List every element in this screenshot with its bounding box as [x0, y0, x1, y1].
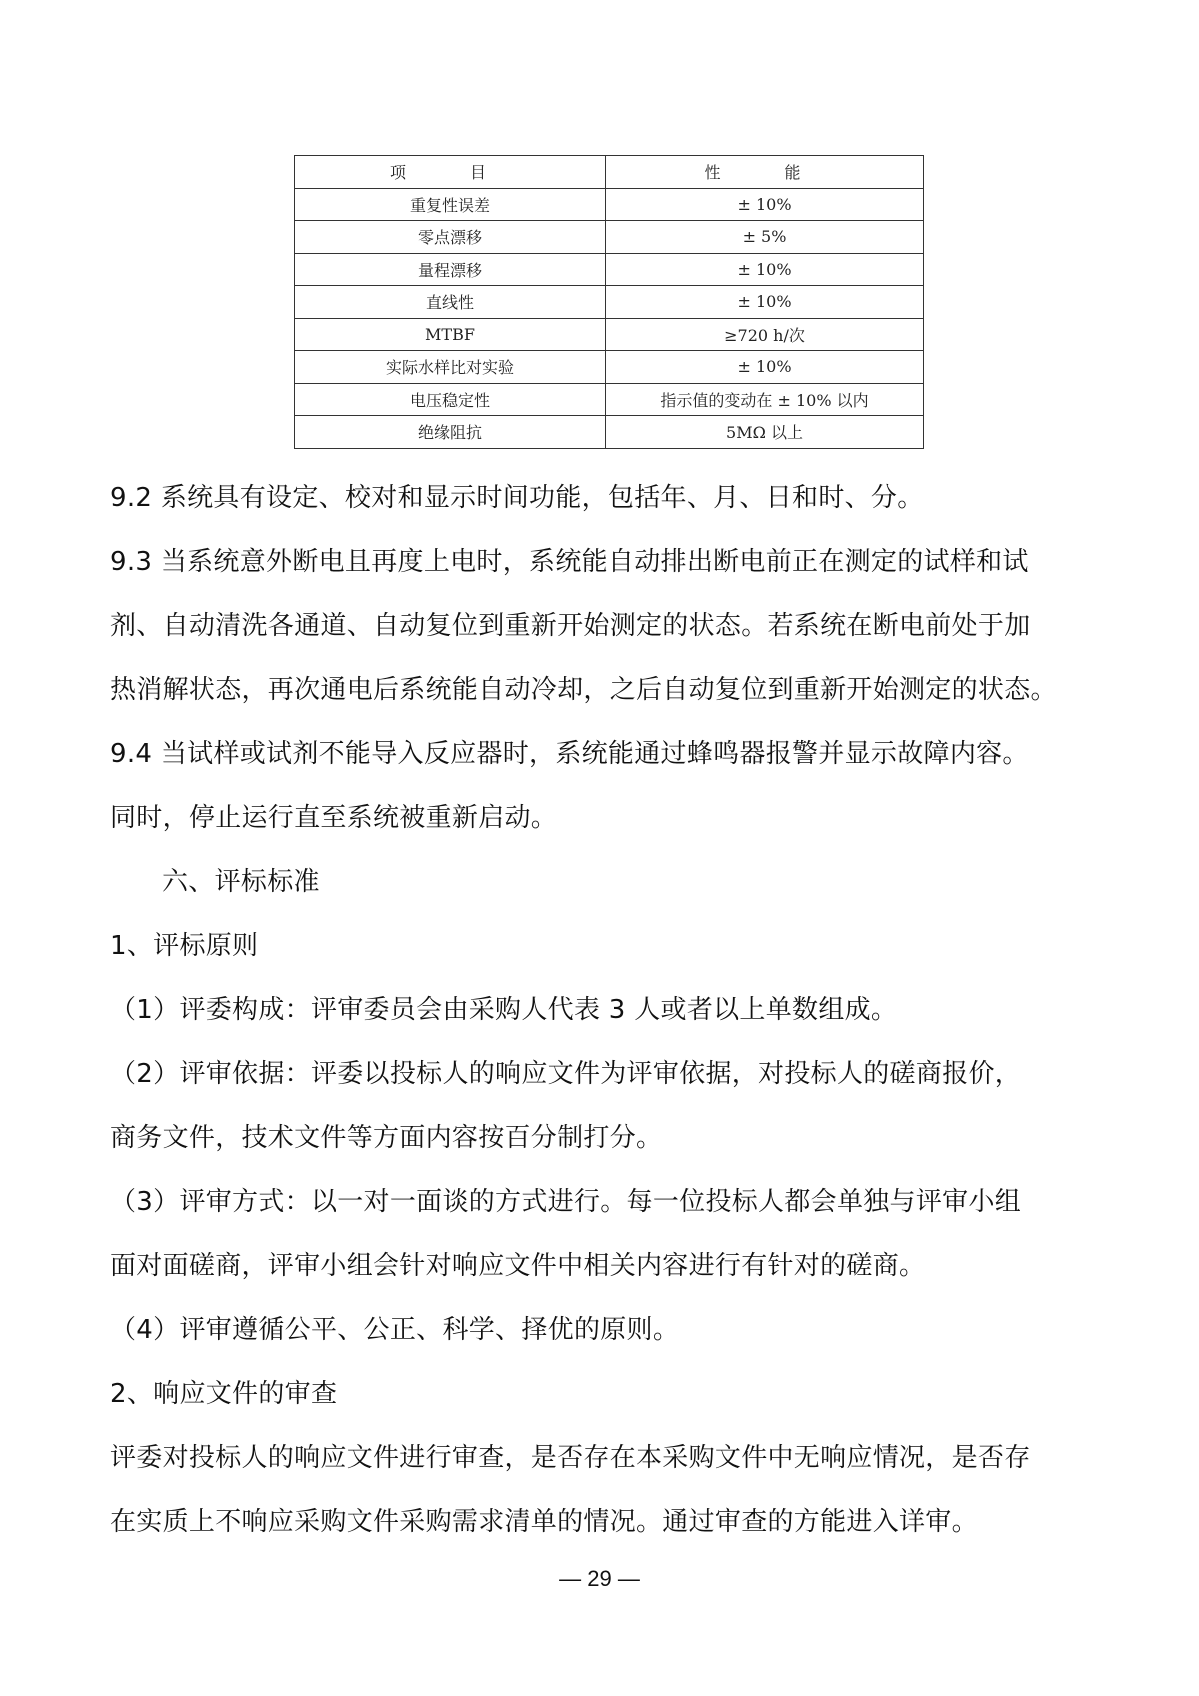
- value-cell: ≥720 h/次: [606, 318, 924, 351]
- item-cell: 零点漂移: [295, 221, 606, 254]
- item-cell: 直线性: [295, 286, 606, 319]
- subsection-heading-1: 1、评标原则: [110, 931, 259, 961]
- principle-1: （1）评委构成：评审委员会由采购人代表 3 人或者以上单数组成。: [110, 995, 898, 1025]
- value-cell: ± 10%: [606, 253, 924, 286]
- clause-9-3-line-3: 热消解状态，再次通电后系统能自动冷却，之后自动复位到重新开始测定的状态。: [110, 675, 1057, 705]
- clause-9-2: 9.2 系统具有设定、校对和显示时间功能，包括年、月、日和时、分。: [110, 483, 924, 513]
- value-cell: ± 10%: [606, 188, 924, 221]
- clause-9-4-line-2: 同时，停止运行直至系统被重新启动。: [110, 803, 558, 833]
- principle-2-line-1: （2）评审依据：评委以投标人的响应文件为评审依据，对投标人的磋商报价，: [110, 1059, 1022, 1089]
- spec-table: [294, 155, 924, 449]
- value-cell: 5MΩ 以上: [606, 416, 924, 449]
- item-cell: MTBF: [295, 318, 606, 351]
- table-row: [295, 253, 924, 286]
- item-cell: 重复性误差: [295, 188, 606, 221]
- table-row: [295, 221, 924, 254]
- item-cell: 实际水样比对实验: [295, 351, 606, 384]
- clause-9-3-line-1: 9.3 当系统意外断电且再度上电时，系统能自动排出断电前正在测定的试样和试: [110, 547, 1029, 577]
- clause-9-4-line-1: 9.4 当试样或试剂不能导入反应器时，系统能通过蜂鸣器报警并显示故障内容。: [110, 739, 1029, 769]
- table-row: [295, 318, 924, 351]
- table-row: [295, 416, 924, 449]
- subsection-heading-2: 2、响应文件的审查: [110, 1379, 338, 1409]
- table-row: [295, 383, 924, 416]
- item-cell: 绝缘阻抗: [295, 416, 606, 449]
- table-row: [295, 351, 924, 384]
- principle-3-line-2: 面对面磋商，评审小组会针对响应文件中相关内容进行有针对的磋商。: [110, 1251, 926, 1281]
- clause-9-3-line-2: 剂、自动清洗各通道、自动复位到重新开始测定的状态。若系统在断电前处于加: [110, 611, 1031, 641]
- section-heading: 六、评标标准: [162, 867, 320, 897]
- table-header-row: [295, 156, 924, 189]
- value-cell: ± 10%: [606, 351, 924, 384]
- header-item: 项 目: [295, 156, 606, 189]
- table-row: [295, 188, 924, 221]
- review-text-line-2: 在实质上不响应采购文件采购需求清单的情况。通过审查的方能进入详审。: [110, 1507, 978, 1537]
- principle-3-line-1: （3）评审方式：以一对一面谈的方式进行。每一位投标人都会单独与评审小组: [110, 1187, 1022, 1217]
- principle-4: （4）评审遵循公平、公正、科学、择优的原则。: [110, 1315, 680, 1345]
- header-performance: 性 能: [606, 156, 924, 189]
- table-row: [295, 286, 924, 319]
- principle-2-line-2: 商务文件，技术文件等方面内容按百分制打分。: [110, 1123, 663, 1153]
- value-cell: ± 10%: [606, 286, 924, 319]
- review-text-line-1: 评委对投标人的响应文件进行审查，是否存在本采购文件中无响应情况，是否存: [110, 1443, 1031, 1473]
- value-cell: ± 5%: [606, 221, 924, 254]
- value-cell: 指示值的变动在 ± 10% 以内: [606, 383, 924, 416]
- item-cell: 量程漂移: [295, 253, 606, 286]
- item-cell: 电压稳定性: [295, 383, 606, 416]
- page-number: — 29 —: [559, 1566, 640, 1591]
